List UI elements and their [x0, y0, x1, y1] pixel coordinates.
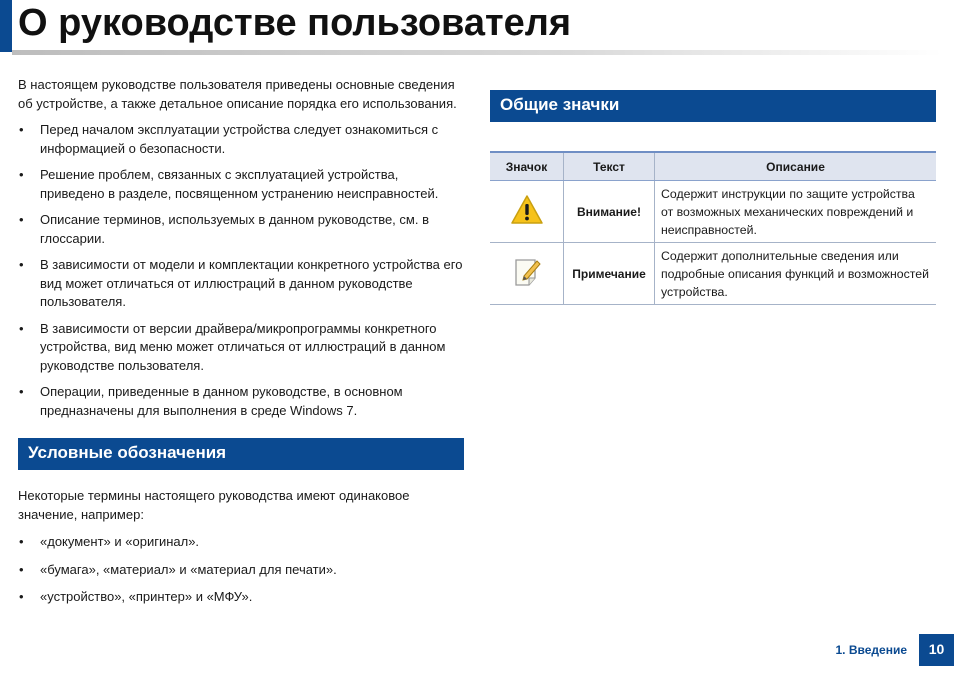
conventions-heading: Условные обозначения: [18, 438, 464, 470]
list-item: • Решение проблем, связанных с эксплуатацией устройства, приведено в разделе, посвященном устранению неисправностей.: [18, 166, 464, 203]
footer-section-label: 1. Введение: [835, 643, 907, 657]
icon-label: Примечание: [564, 243, 655, 305]
right-column: [490, 90, 936, 305]
page-number: 10: [919, 634, 954, 666]
intro-paragraph: В настоящем руководстве пользователя приведены основные сведения об устройстве, а также детальное описание порядка его использования.: [18, 77, 457, 111]
icons-table: [490, 151, 936, 305]
icon-label: Внимание!: [564, 181, 655, 243]
icon-description: Содержит инструкции по защите устройства от возможных механических повреждений и неисправностей.: [655, 181, 937, 243]
warning-triangle-icon: [510, 194, 544, 226]
table-row: [490, 181, 936, 243]
list-item: • «бумага», «материал» и «материал для печати».: [18, 561, 464, 580]
list-item: • Описание терминов, используемых в данном руководстве, см. в глоссарии.: [18, 211, 464, 248]
page-title: О руководстве пользователя: [18, 2, 572, 44]
note-pencil-icon: [512, 256, 542, 288]
column-header-icon: Значок: [490, 152, 564, 181]
left-column: [18, 76, 464, 616]
intro-bullet-list: [18, 121, 464, 420]
list-item: • «документ» и «оригинал».: [18, 533, 464, 552]
list-item: • «устройство», «принтер» и «МФУ».: [18, 588, 464, 607]
table-header-row: [490, 152, 936, 181]
list-item: • Операции, приведенные в данном руководстве, в основном предназначены для выполнения в среде Windows 7.: [18, 383, 464, 420]
list-item: • Перед началом эксплуатации устройства следует ознакомиться с информацией о безопасности.: [18, 121, 464, 158]
title-accent-bar: [0, 0, 12, 52]
column-header-text: Текст: [564, 152, 655, 181]
icon-cell: [490, 181, 564, 243]
list-item: • В зависимости от версии драйвера/микропрограммы конкретного устройства, вид меню может отличаться от иллюстраций в данном руководстве пользователя.: [18, 320, 464, 376]
table-row: [490, 243, 936, 305]
list-item: • В зависимости от модели и комплектации конкретного устройства его вид может отличаться от иллюстраций в данном руководстве пользователя.: [18, 256, 464, 312]
conventions-bullet-list: [18, 533, 464, 607]
icon-description: Содержит дополнительные сведения или подробные описания функций и возможностей устройства.: [655, 243, 937, 305]
conventions-paragraph: Некоторые термины настоящего руководства имеют одинаковое значение, например:: [18, 488, 410, 522]
title-underline: [12, 50, 942, 55]
conventions-body: [18, 487, 464, 607]
icons-heading: Общие значки: [490, 90, 936, 122]
icon-cell: [490, 243, 564, 305]
column-header-description: Описание: [655, 152, 937, 181]
